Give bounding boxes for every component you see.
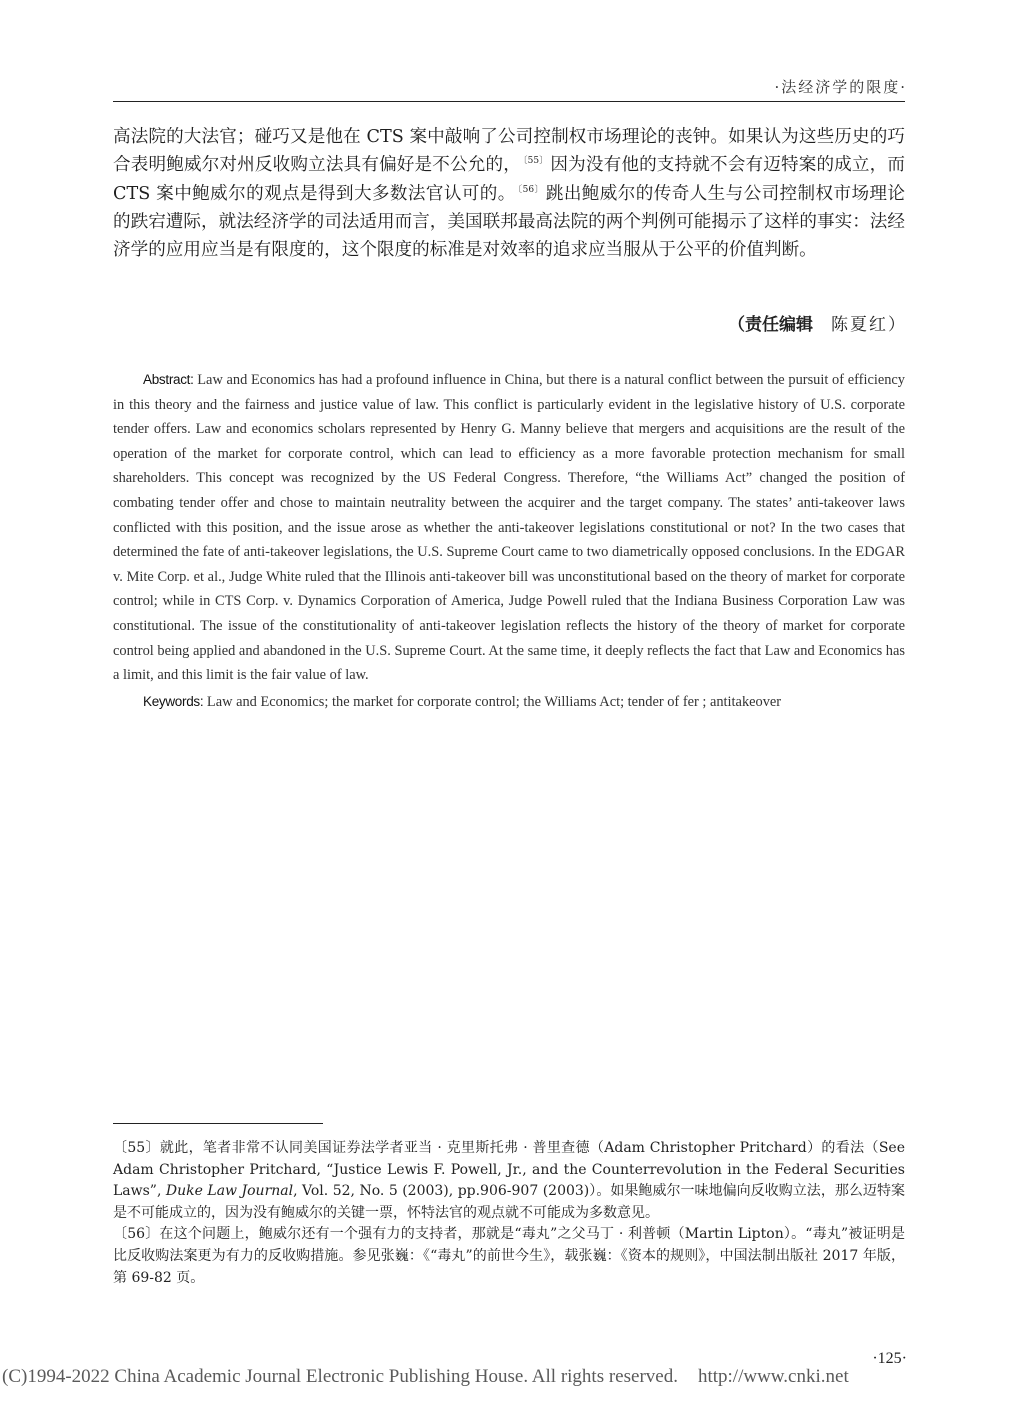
header-rule: [113, 101, 905, 102]
footnote-55-part2: , Vol. 52, No. 5 (2003), pp.906-907 (2003)）。如果鲍威尔一味地偏向反收购立法，那么迈特案是不可能成立的，因为没有鲍威尔的关键一票，怀特法官的观点就不可能成为多数意见。: [113, 1183, 905, 1221]
footnote-ref-56[interactable]: 〔56〕: [517, 184, 544, 195]
body-text-3: 跳出鲍威尔的传奇人生与公司控制权市场理论的跌宕遭际，就法经济学的司法适用而言，美国联邦最高法院的两个判例可能揭示了这样的事实：法经济学的应用应当是有限度的，这个限度的标准是对效率的追求应当服从于公平的价值判断。: [113, 183, 905, 261]
footnotes: [113, 1138, 905, 1289]
footnote-rule: [113, 1123, 323, 1124]
footnote-55-journal: Duke Law Journal: [165, 1183, 294, 1200]
body-paragraph-text: [113, 123, 905, 264]
footnote-ref-55[interactable]: 〔55〕: [522, 156, 549, 167]
abstract-block: [113, 368, 905, 714]
copyright-text: (C)1994-2022 China Academic Journal Electronic Publishing House. All rights reserved.: [2, 1366, 678, 1387]
keywords-label: Keywords:: [143, 693, 204, 709]
editor-credit: [728, 310, 907, 335]
editor-label: （责任编辑: [728, 315, 813, 335]
abstract-text: Law and Economics has had a profound influence in China, but there is a natural conflict between the pursuit of efficiency in this theory and the fairness and justice value of law. This conflict is particularly evident in the legislative history of U.S. corporate tender offers. Law and economics scholars represented by Henry G. Manny believe that mergers and acquisitions are the result of the operation of the market for corporate control, which can lead to efficiency as a more favorable protection mechanism for small shareholders. This concept was recognized by the US Federal Congress. Therefore, “the Williams Act” changed the position of combating tender offer and chose to maintain neutrality between the acquirer and the target company. The states’ anti-takeover laws conflicted with this position, and the issue arose as whether the anti-takeover legislations constitutional or not? In the two cases that determined the fate of anti-takeover legislations, the U.S. Supreme Court came to two diametrically opposed conclusions. In the EDGAR v. Mite Corp. et al., Judge White ruled that the Illinois anti-takeover bill was unconstitutional based on the theory of market for corporate control; while in CTS Corp. v. Dynamics Corporation of America, Judge Powell ruled that the Indiana Business Corporation Law was constitutional. The issue of the constitutionality of anti-takeover legislation reflects the history of the theory of market for corporate control being applied and abandoned in the U.S. Supreme Court. At the same time, it deeply reflects the fact that Law and Economics has a limit, and this limit is the fair value of law.: [113, 372, 905, 684]
cnki-link[interactable]: http://www.cnki.net: [697, 1366, 849, 1387]
body-text-2: 因为没有他的支持就不会有迈特案的成立，而 CTS 案中鲍威尔的观点是得到大多数法官认可的。: [113, 155, 905, 204]
footnote-55: [113, 1138, 905, 1224]
keywords-text: Law and Economics; the market for corporate control; the Williams Act; tender of fer ; antitakeover: [203, 693, 782, 710]
abstract-paragraph: [113, 368, 905, 688]
body-paragraph: [113, 123, 905, 264]
body-text-1: 高法院的大法官；碰巧又是他在 CTS 案中敲响了公司控制权市场理论的丧钟。如果认为这些历史的巧合表明鲍威尔对州反收购立法具有偏好是不公允的，: [113, 127, 905, 176]
footnote-56: 〔56〕在这个问题上，鲍威尔还有一个强有力的支持者，那就是“毒丸”之父马丁 · 利普顿（Martin Lipton）。“毒丸”被证明是比反收购法案更为有力的反收购措施。参见张巍：《“毒丸”的前世今生》，载张巍：《资本的规则》，中国法制出版社 2017 年版，第 69-82 页。: [113, 1226, 905, 1286]
page-number: ·125·: [872, 1350, 907, 1367]
abstract-label: Abstract:: [143, 372, 194, 387]
footnote-55-part1: 〔55〕就此，笔者非常不认同美国证券法学者亚当 · 克里斯托弗 · 普里查德（Adam Christopher Pritchard）的看法（See Adam Christopher Pritchard, “Justice Lewis F. Powell, Jr., and the Counterrevolution in the Federal Securities Laws”,: [113, 1140, 905, 1200]
editor-name: 陈夏红）: [831, 315, 907, 335]
keywords-paragraph: [113, 690, 905, 715]
running-title: ·法经济学的限度·: [774, 78, 907, 96]
copyright-footer: [0, 1366, 1024, 1388]
